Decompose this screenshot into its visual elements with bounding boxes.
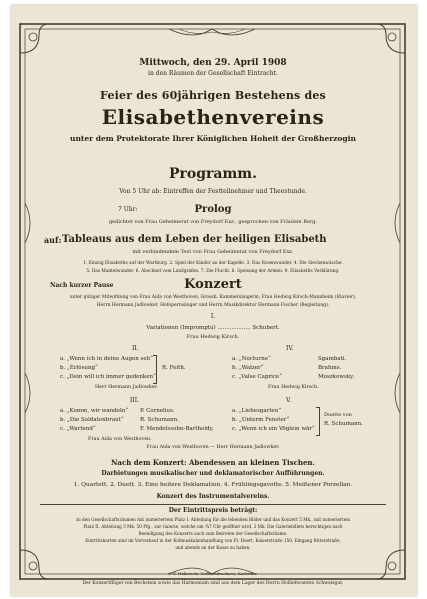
iv-item-a: a. „Nocturne“ xyxy=(232,356,271,362)
section-II: II. xyxy=(132,345,139,352)
iii-composer-b: R. Schumann. xyxy=(140,417,179,423)
eintritt-line-1: zu den Gesellschaftsräumen mit numeriertem Platz I. Abteilung für die lebenden Bilder und das Konzert 5 Mk., mit numeriertem xyxy=(75,517,351,522)
eintritt-line-4: Eintrittskarten sind im Vorverkauf in der Kolmusikalienhandlung von Fr. Doert, Kaiserstraße 150, Eingang Ritterstraße, xyxy=(85,538,341,543)
variationen-line: Variationen (Impromptu) ................... Schubert. xyxy=(146,325,280,331)
konzert-heading: Konzert xyxy=(184,277,242,292)
iv-item-b: b. „Walzer“ xyxy=(232,365,264,371)
v-brace xyxy=(316,407,320,436)
iv-item-c: c. „Valse Caprice“ xyxy=(232,374,282,380)
v-item-b: b. „Unterm Fenster“ xyxy=(232,417,290,423)
eintritt-line-3: Beendigung des Konzerts auch zum Betreten der Gesellschaftsräume. xyxy=(138,531,288,536)
tableaus-title: Tableaus aus dem Leben der heiligen Elisabeth xyxy=(62,234,327,245)
prolog-title: Prolog xyxy=(194,204,232,215)
section-III: III. xyxy=(130,397,140,404)
programm-heading: Programm. xyxy=(169,166,257,182)
tableau-list-2: 5. Das Mantelwunder. 6. Abschied vom Landgrafen. 7. Die Flucht. 8. Speisung der Armen. 9. Elisabeths Verklärung. xyxy=(86,269,340,274)
v-duett-label: Duette von xyxy=(324,412,352,418)
iv-composer-b: Brahms. xyxy=(318,365,342,371)
v-performer: Frau Aida von Westhoven — Herr Hermann Jadlowker. xyxy=(146,445,280,450)
time-7: 7 Uhr: xyxy=(118,206,138,213)
footer-note: Der Konzertflügel von Bechstein sowie das Harmonium sind aus dem Lager des Herrn Hoflieferanten Schweisgut. xyxy=(82,581,344,586)
iii-item-b: b. „Die Soldatenbraut“ xyxy=(60,417,124,423)
tableaus-text: mit verbindendem Text von Frau Geheimerat von Freydorf Exz. xyxy=(132,249,294,255)
eintritt-line-2: Platz II. Abteilung 3 Mk. 50 Pfg., zur Galerie, welche um ¾7 Uhr geöffnet wird, 2 Mk. Die Galeriebillets berechtigen nach xyxy=(83,524,343,529)
venue-line: in den Räumen der Gesellschaft Eintracht. xyxy=(148,70,278,77)
iii-composer-c: F. Mendelssohn-Bartholdy. xyxy=(140,426,214,432)
iv-composer-c: Moszkowsky. xyxy=(318,374,355,380)
v-composer: R. Schumann. xyxy=(324,421,363,427)
darbietungen-line: Darbietungen musikalischer und deklamatorischer Aufführungen. xyxy=(101,470,325,477)
ii-item-b: b. „Erlösung“ xyxy=(60,365,98,371)
iv-composer-a: Sgambati. xyxy=(318,356,347,362)
ii-composer: R. Feith. xyxy=(162,365,186,371)
printer-line: C. F. Müllersche Hofbuchdruckerei, Karlsruhe. xyxy=(167,571,259,576)
pause-label: Nach kurzer Pause xyxy=(50,282,114,289)
performers-line-2: Herrn Hermann Jadlowker, Hofopernsänger und Herrn Musikdirektor Hermann Fischer (Begleitung). xyxy=(96,303,330,308)
prolog-author: gedichtet von Frau Geheimerat von Freydorf Exz., gesprochen von Fräulein Berg. xyxy=(108,219,318,225)
abendessen-line: Nach dem Konzert: Abendessen an kleinen Tischen. xyxy=(111,458,315,467)
instrumentalverein-line: Konzert des Instrumentalvereins. xyxy=(156,493,270,500)
section-I: I. xyxy=(210,313,216,320)
tableau-list-1: 1. Einzug Elisabeths auf der Wartburg. 2. Spiel der Kinder an der Kapelle. 3. Das Rosenwunder. 4. Die Siechenwäsche. xyxy=(83,261,343,266)
divider-rule xyxy=(40,504,386,505)
v-item-a: a. „Liebesgarten“ xyxy=(232,408,282,414)
iii-performer: Frau Aida von Westhoven. xyxy=(88,437,152,442)
v-item-c: c. „Wenn ich ein Vöglein wär“ xyxy=(232,426,315,432)
eintritt-heading: Der Eintrittspreis beträgt: xyxy=(168,507,258,514)
date-line: Mittwoch, den 29. April 1908 xyxy=(139,58,287,68)
iv-performer: Frau Hedwig Kirsch. xyxy=(268,385,319,390)
iii-composer-a: P. Cornelius. xyxy=(140,408,175,414)
ii-item-c: c. „Dein will ich immer gedenken“ xyxy=(60,374,156,380)
auf-label: auf: xyxy=(44,235,62,245)
ii-item-a: a. „Wenn ich in deine Augen seh“ xyxy=(60,356,153,362)
section-V: V. xyxy=(286,397,292,404)
programm-entry: Von 5 Uhr ab: Eintreffen der Festteilnehmer und Theestunde. xyxy=(119,188,307,195)
ii-performer: Herr Hermann Jadlowker. xyxy=(95,385,158,390)
variationen-performer: Frau Hedwig Kirsch. xyxy=(186,334,240,340)
title-line-1: Feier des 60jährigen Bestehens des xyxy=(100,89,326,102)
section-IV: IV. xyxy=(286,345,294,352)
iii-item-a: a. „Komm, wir wandeln“ xyxy=(60,408,129,414)
performers-line-1: unter gütiger Mitwirkung von Frau Aida von Westhoven, Grossh. Kammersängerin, Frau Hedwig Kirsch-Mannheim (Klavier), xyxy=(69,295,357,300)
iii-item-c: c. „Wartend“ xyxy=(60,426,96,432)
ii-brace xyxy=(153,355,157,384)
eintritt-line-5: und abends an der Kasse zu haben. xyxy=(175,545,251,550)
protectorate-line: unter dem Protektorate Ihrer Königlichen Hoheit der Großherzogin xyxy=(70,134,356,143)
title-line-2: Elisabethenvereins xyxy=(101,105,325,129)
darbietungen-list: 1. Quartett. 2. Duett. 3. Eine heitere Deklamation. 4. Frühlingsgavotte. 5. Meißener Porzellan. xyxy=(73,482,353,488)
